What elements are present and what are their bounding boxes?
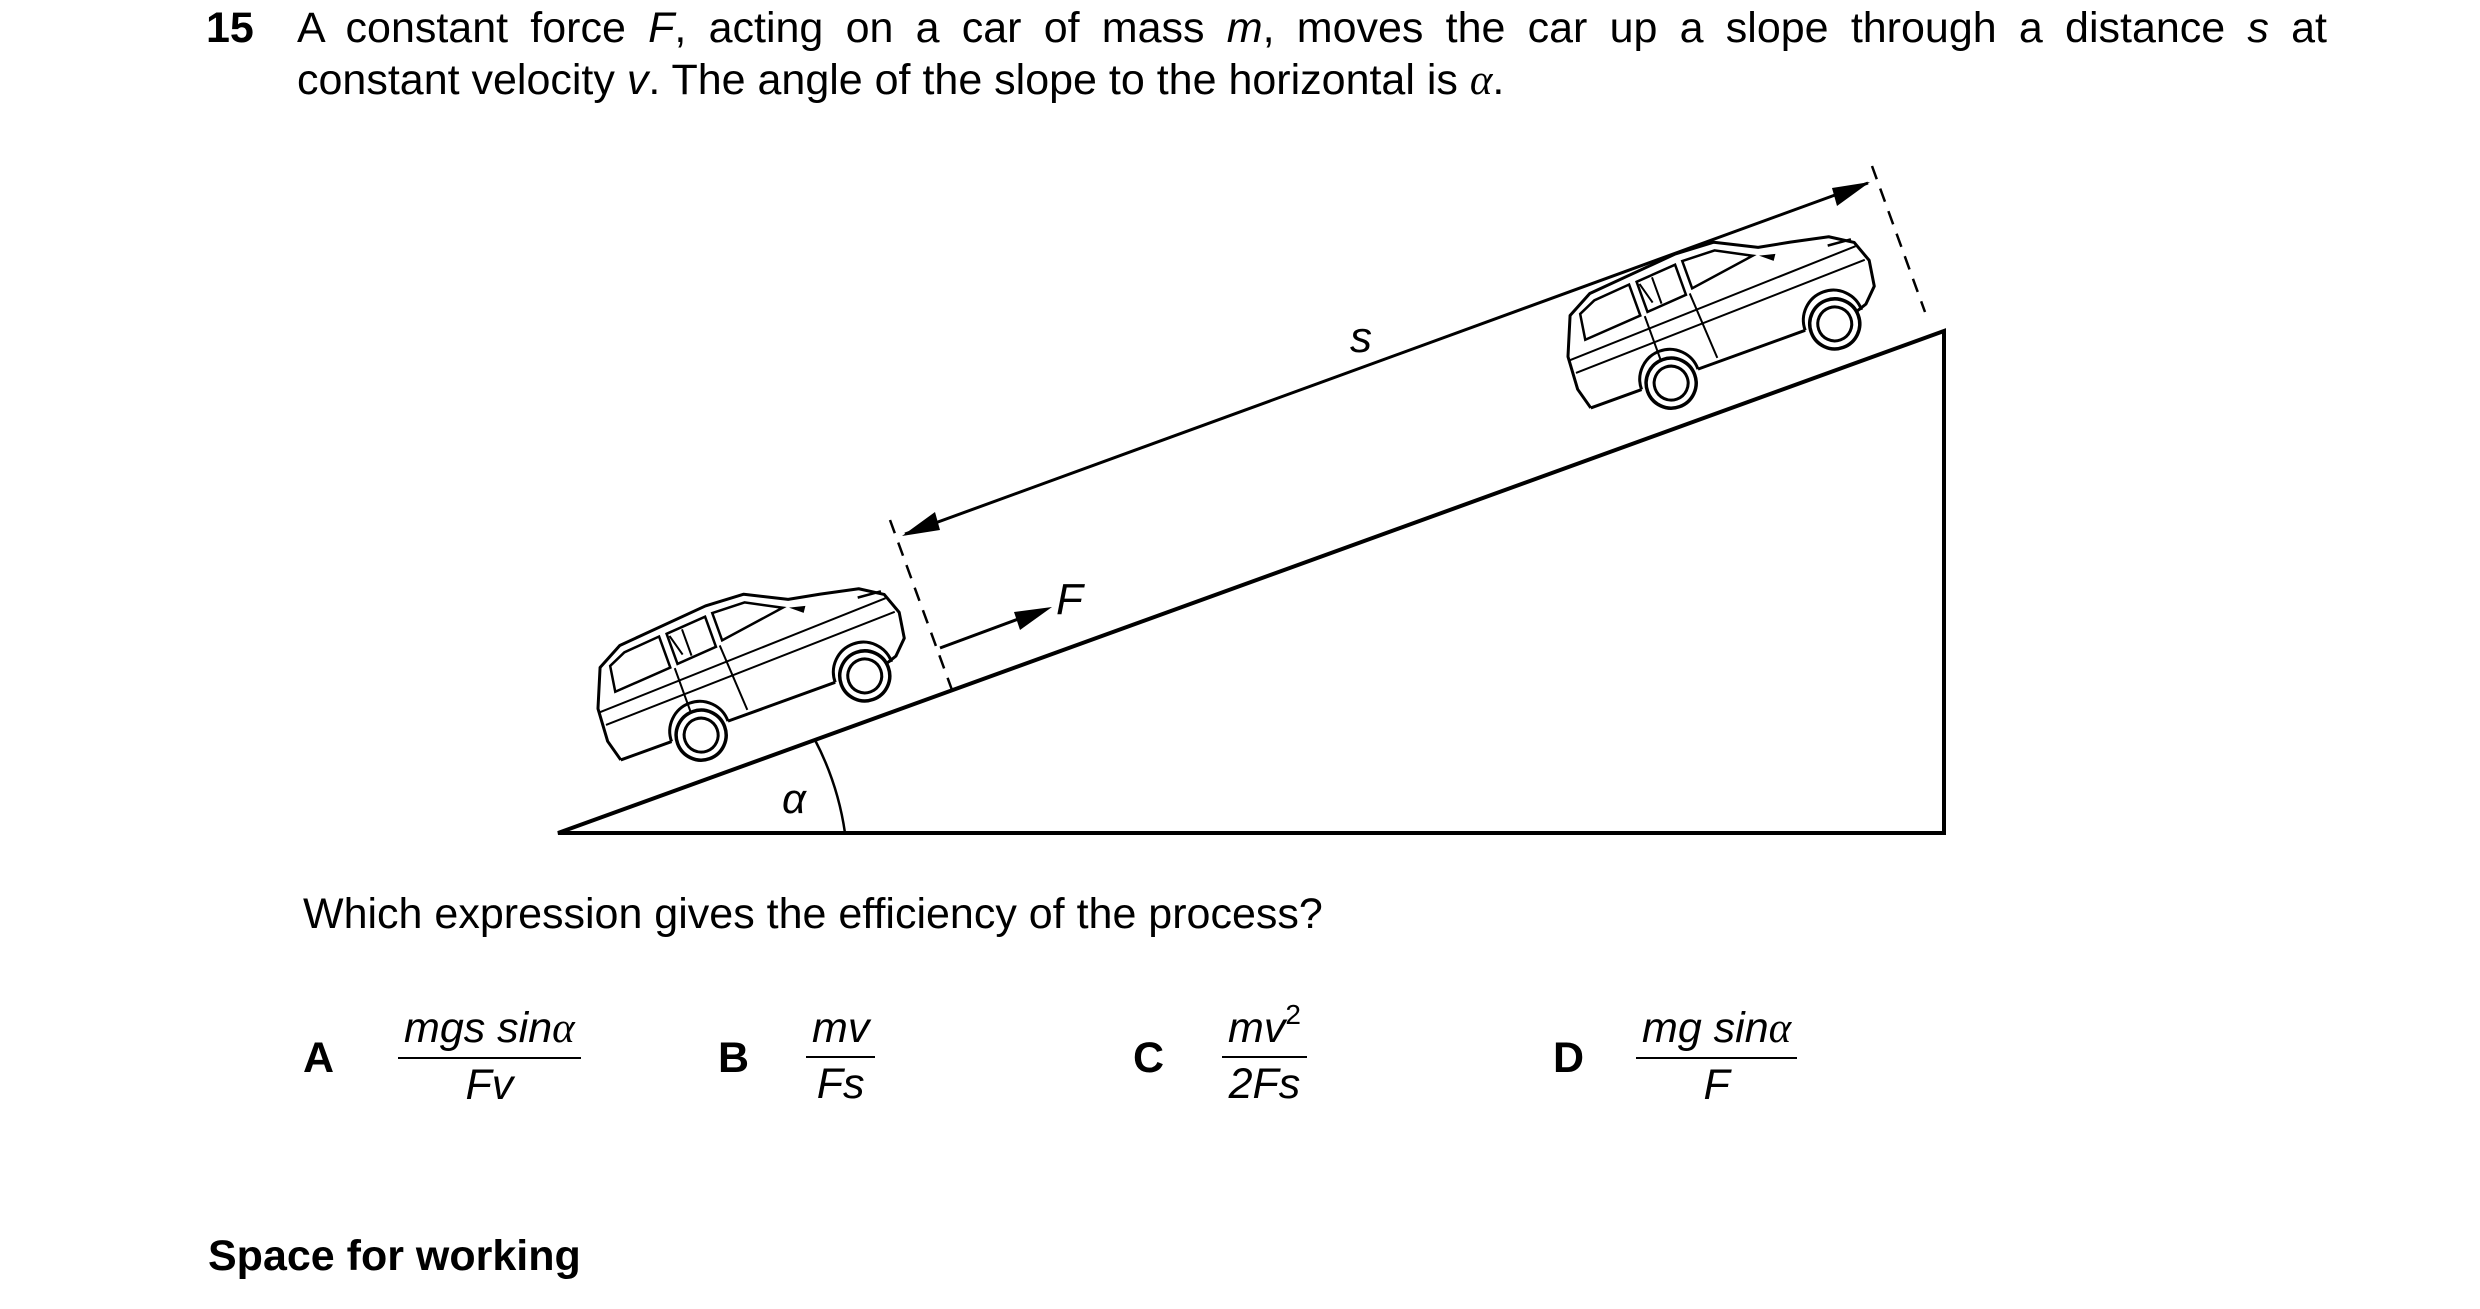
option-c-letter[interactable]: C	[1133, 1034, 1165, 1082]
option-b-denominator: Fs	[816, 1060, 865, 1108]
distance-label: s	[1350, 313, 1372, 362]
force-arrowhead	[1014, 607, 1052, 630]
question-number: 15	[206, 4, 254, 52]
option-a-numerator-text: mgs sin	[404, 1004, 553, 1052]
option-c-expression[interactable]	[1222, 999, 1307, 1110]
option-d-letter[interactable]: D	[1553, 1034, 1585, 1082]
angle-label: α	[782, 775, 806, 822]
force-label: F	[1056, 575, 1083, 624]
angle-arc	[815, 740, 845, 833]
stem-text: , moves the car up a slope through a distance	[1262, 4, 2248, 52]
option-a-letter[interactable]: A	[303, 1034, 335, 1082]
question-prompt: Which expression gives the efficiency of the process?	[303, 890, 1323, 938]
dashed-line-end	[1872, 166, 1925, 312]
option-c-denominator: 2Fs	[1228, 1060, 1301, 1108]
distance-arrowhead-start	[902, 512, 940, 536]
symbol-distance: s	[2247, 4, 2269, 52]
option-a-alpha: α	[552, 1005, 575, 1052]
option-b-numerator: mv	[812, 1004, 870, 1052]
option-b-expression[interactable]	[806, 1002, 875, 1110]
car-end	[1546, 193, 1894, 438]
option-a-expression[interactable]	[398, 1002, 581, 1111]
option-c-superscript: 2	[1285, 999, 1301, 1030]
option-c-numerator	[1222, 999, 1307, 1054]
option-a-numerator	[398, 1002, 581, 1055]
stem-text: A constant force	[297, 4, 649, 52]
space-for-working-label: Space for working	[208, 1232, 581, 1280]
option-b-letter[interactable]: B	[718, 1034, 750, 1082]
option-d-alpha: α	[1768, 1005, 1792, 1052]
option-d-denominator: F	[1703, 1061, 1730, 1109]
car-start	[576, 545, 924, 790]
symbol-force: F	[648, 4, 675, 52]
symbol-mass: m	[1226, 4, 1263, 52]
option-d-numerator-text: mg sin	[1642, 1004, 1769, 1052]
dashed-line-start	[890, 520, 952, 690]
option-a-denominator: Fv	[465, 1061, 514, 1109]
stem-text: .	[1492, 56, 1505, 104]
option-d-numerator	[1636, 1002, 1797, 1055]
stem-text: at	[2268, 4, 2328, 52]
stem-text: constant velocity	[297, 56, 627, 104]
stem-text: , acting on a car of mass	[674, 4, 1227, 52]
option-c-numerator-text: mv	[1228, 1004, 1286, 1052]
distance-arrowhead-end	[1832, 182, 1870, 206]
symbol-velocity: v	[626, 56, 649, 104]
symbol-angle: α	[1469, 57, 1493, 104]
stem-text: . The angle of the slope to the horizontal is	[648, 56, 1470, 104]
option-d-expression[interactable]	[1636, 1002, 1797, 1111]
